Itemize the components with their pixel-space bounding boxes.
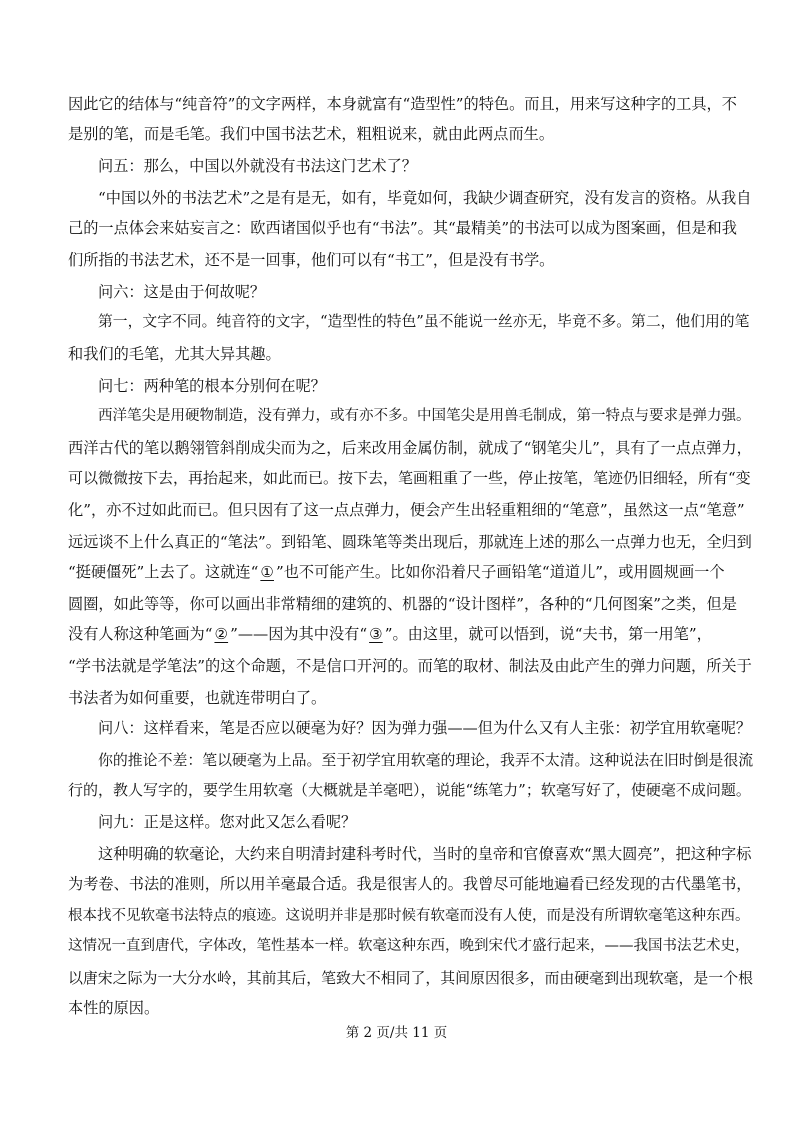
text-line: 己的一点体会来姑妄言之：欧西诸国似乎也有“书法”。其“最精美”的书法可以成为图案画，但是和我 (68, 219, 737, 237)
text-line: 化”，亦不过如此而已。但只因有了这一点点弹力，便会产生出轻重粗细的“笔意”，虽然这一点“笔意” (68, 501, 745, 519)
page-footer: 第 2 页/共 11 页 (345, 1025, 448, 1041)
text-segment: ”也不可能产生。比如你沿着尺子画铅笔“道道儿”，或用圆规画一个 (275, 563, 725, 581)
text-line: 们所指的书法艺术，还不是一回事，他们可以有“书工”，但是没有书学。 (68, 251, 555, 269)
text-segment: ”。由这里，就可以悟到，说“夫书，第一用笔”， (384, 625, 712, 643)
text-line: 是别的笔，而是毛笔。我们中国书法艺术，粗粗说来，就由此两点而生。 (68, 125, 554, 143)
text-segment: ”——因为其中没有“ (230, 625, 368, 643)
text-line: “学书法就是学笔法”的这个命题，不是信口开河的。而笔的取材、制法及由此产生的弹力问题，所关于 (68, 657, 752, 675)
text-line: 因此它的结体与“纯音符”的文字两样，本身就富有“造型性”的特色。而且，用来写这种字的工具，不 (68, 95, 737, 113)
text-line: 这种明确的软毫论，大约来自明清封建科考时代，当时的皇帝和官僚喜欢“黑大圆亮”，把这种字标 (98, 845, 752, 863)
text-segment: 没有人称这种笔画为“ (68, 625, 213, 643)
text-segment: “挺硬僵死”上去了。这就连“ (68, 563, 259, 581)
text-line: 根本找不见软毫书法特点的痕迹。这说明并非是那时候有软毫而没有人使，而是没有所谓软毫笔这种东西。 (68, 908, 750, 924)
text-line: 书法者为如何重要，也就连带明白了。 (68, 689, 327, 707)
text-line: 为考卷、书法的准则，所以用羊毫最合适。我是很害人的。我曾尽可能地遍看已经发现的古代墨笔书， (68, 875, 752, 893)
question-line: 问九：正是这样。您对此又怎么看呢？ (98, 813, 357, 831)
text-line: 你的推论不差：笔以硬毫为上品。至于初学宜用软毫的理论，我弄不太清。这种说法在旧时倒是很流 (98, 751, 754, 769)
text-line: 以唐宋之际为一大分水岭，其前其后，笔致大不相同了，其间原因很多，而由硬毫到出现软毫，是一个根 (68, 969, 753, 987)
text-line: 圆圈，如此等等，你可以画出非常精细的建筑的、机器的“设计图样”，各种的“几何图案”之类，但是 (68, 595, 737, 613)
question-line: 问六：这是由于何故呢？ (98, 283, 266, 301)
question-line: 问七：两种笔的根本分别何在呢？ (98, 377, 326, 395)
text-line: 第一，文字不同。纯音符的文字，“造型性的特色”虽不能说一丝亦无，毕竟不多。第二，他们用的笔 (98, 313, 750, 330)
text-line: 可以微微按下去，再抬起来，如此而已。按下去，笔画粗重了一些，停止按笔，笔迹仍旧细轻，所有“变 (68, 469, 751, 487)
question-line: 问五：那么，中国以外就没有书法这门艺术了？ (98, 157, 417, 175)
blank-two: ② (214, 625, 229, 643)
text-line-with-blank (68, 562, 725, 582)
text-line: 远远谈不上什么真正的“笔法”。到铅笔、圆珠笔等类出现后，那就连上述的那么一点弹力也无，全归到 (68, 533, 752, 551)
text-line: 和我们的毛笔，尤其大异其趣。 (68, 345, 281, 363)
blank-three: ③ (369, 625, 383, 643)
text-line: 西洋笔尖是用硬物制造，没有弹力，或有亦不多。中国笔尖是用兽毛制成，第一特点与要求是弹力强。 (98, 408, 751, 424)
text-line: 本性的原因。 (68, 999, 160, 1017)
text-line: 这情况一直到唐代，字体改，笔性基本一样。软毫这种东西，晚到宋代才盛行起来，——我国书法艺术史， (68, 938, 750, 954)
text-line-with-blanks (68, 624, 712, 644)
question-line: 问八：这样看来，笔是否应以硬毫为好？因为弹力强——但为什么又有人主张：初学宜用软毫呢？ (98, 719, 752, 737)
blank-one: ① (260, 563, 274, 581)
text-line: 西洋古代的笔以鹅翎管斜削成尖而为之，后来改用金属仿制，就成了“钢笔尖儿”，具有了一点点弹力， (68, 439, 752, 457)
text-line: “中国以外的书法艺术”之是有是无，如有，毕竟如何，我缺少调查研究，没有发言的资格。从我自 (98, 189, 752, 207)
text-line: 行的，教人写字的，要学生用软毫（大概就是羊毫吧），说能“练笔力”；软毫写好了，使硬毫不成问题。 (68, 781, 751, 799)
